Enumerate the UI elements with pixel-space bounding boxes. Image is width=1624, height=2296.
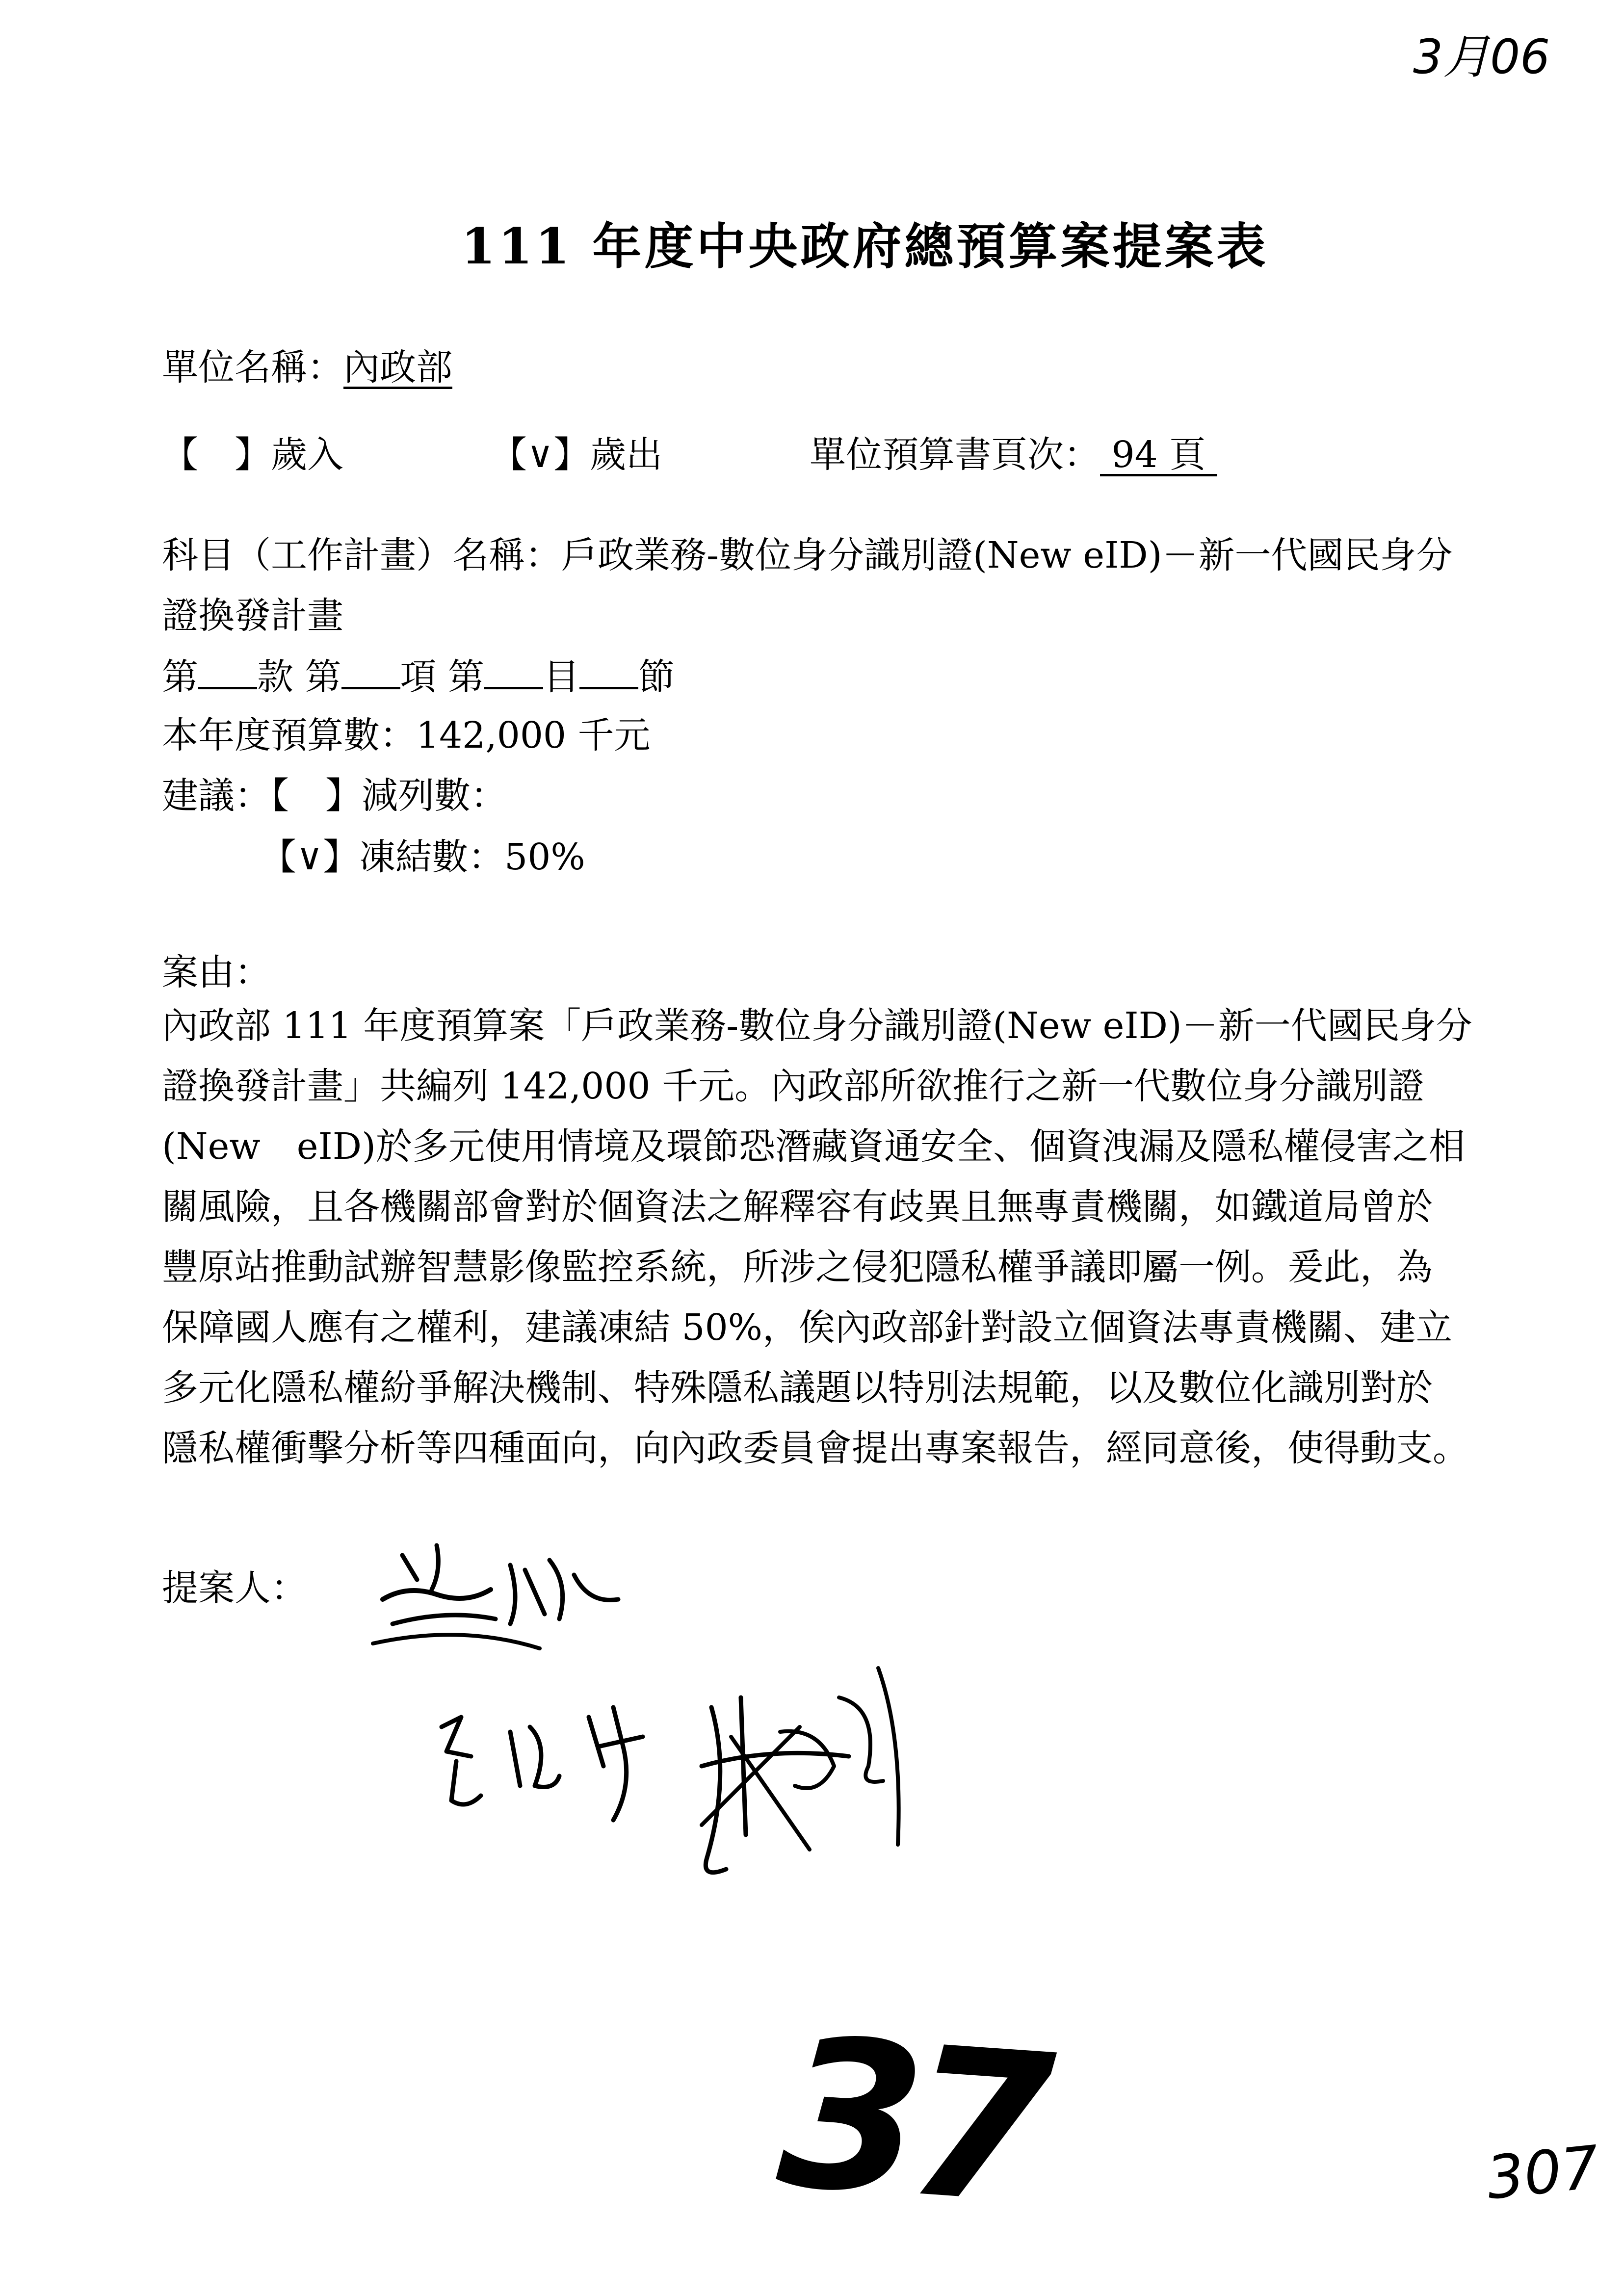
suggestion-label: 建議： bbox=[162, 775, 271, 817]
budget-type-row bbox=[162, 434, 343, 476]
reason-line: 多元化隱私權紛爭解決機制、特殊隱私議題以特別法規範，以及數位化識別對於 bbox=[162, 1367, 1433, 1409]
cut-option: 【 】減列數： bbox=[271, 775, 507, 817]
section-part-5: 節 bbox=[638, 656, 675, 698]
suggestion-row bbox=[162, 775, 507, 817]
freeze-option: 【∨】凍結數：50% bbox=[260, 836, 585, 878]
budget-amount: 本年度預算數：142,000 千元 bbox=[162, 714, 651, 757]
page-ref-label: 單位預算書頁次： bbox=[810, 434, 1100, 476]
blank-field bbox=[198, 657, 257, 689]
reason-paragraph bbox=[162, 996, 1526, 1479]
page-number: 307 bbox=[1483, 2133, 1602, 2213]
handwritten-number: 37 bbox=[772, 1993, 1046, 2250]
section-numbering bbox=[162, 656, 675, 698]
reason-line: 隱私權衝擊分析等四種面向，向內政委員會提出專案報告，經同意後，使得動支。 bbox=[162, 1427, 1469, 1469]
expense-checkbox-label: 【∨】歲出 bbox=[491, 434, 663, 476]
unit-name-row bbox=[162, 346, 452, 389]
reason-line: 豐原站推動試辦智慧影像監控系統，所涉之侵犯隱私權爭議即屬一例。爰此，為 bbox=[162, 1246, 1433, 1288]
blank-field bbox=[579, 657, 638, 689]
proposer-label: 提案人： bbox=[162, 1567, 307, 1609]
reason-line: 證換發計畫」共編列 142,000 千元。內政部所欲推行之新一代數位身分識別證 bbox=[162, 1065, 1425, 1107]
page-ref-row bbox=[810, 434, 1217, 476]
reason-line: 保障國人應有之權利，建議凍結 50%，俟內政部針對設立個資法專責機關、建立 bbox=[162, 1306, 1452, 1349]
section-part-4: 目 bbox=[543, 656, 580, 698]
unit-name-value: 內政部 bbox=[343, 346, 452, 389]
reason-line: 關風險，且各機關部會對於個資法之解釋容有歧異且無專責機關，如鐵道局曾於 bbox=[162, 1186, 1433, 1228]
section-part-2: 款 第 bbox=[257, 656, 341, 698]
unit-name-label: 單位名稱： bbox=[162, 346, 343, 389]
section-part-1: 第 bbox=[162, 656, 198, 698]
reason-line: (New eID)於多元使用情境及環節恐潛藏資通安全、個資洩漏及隱私權侵害之相 bbox=[162, 1125, 1465, 1168]
subject-line-2: 證換發計畫 bbox=[162, 595, 343, 637]
corner-handwritten-note: 3月06 bbox=[1413, 29, 1550, 84]
reason-line: 內政部 111 年度預算案「戶政業務-數位身分識別證(New eID)－新一代國民身分 bbox=[162, 1005, 1472, 1047]
form-title: 111 年度中央政府總預算案提案表 bbox=[461, 217, 1269, 275]
expense-checkbox-row bbox=[491, 434, 663, 476]
subject-line-1: 科目（工作計畫）名稱：戶政業務-數位身分識別證(New eID)－新一代國民身分 bbox=[162, 534, 1453, 576]
blank-field bbox=[484, 657, 543, 689]
page-ref-value: 94 頁 bbox=[1100, 434, 1217, 476]
income-checkbox-label: 【 】歲入 bbox=[162, 434, 343, 476]
blank-field bbox=[341, 657, 400, 689]
section-part-3: 項 第 bbox=[400, 656, 485, 698]
signature-1 bbox=[363, 1526, 638, 1673]
signature-3 bbox=[672, 1639, 927, 1894]
reason-label: 案由： bbox=[162, 951, 271, 993]
signature-2 bbox=[427, 1688, 682, 1835]
